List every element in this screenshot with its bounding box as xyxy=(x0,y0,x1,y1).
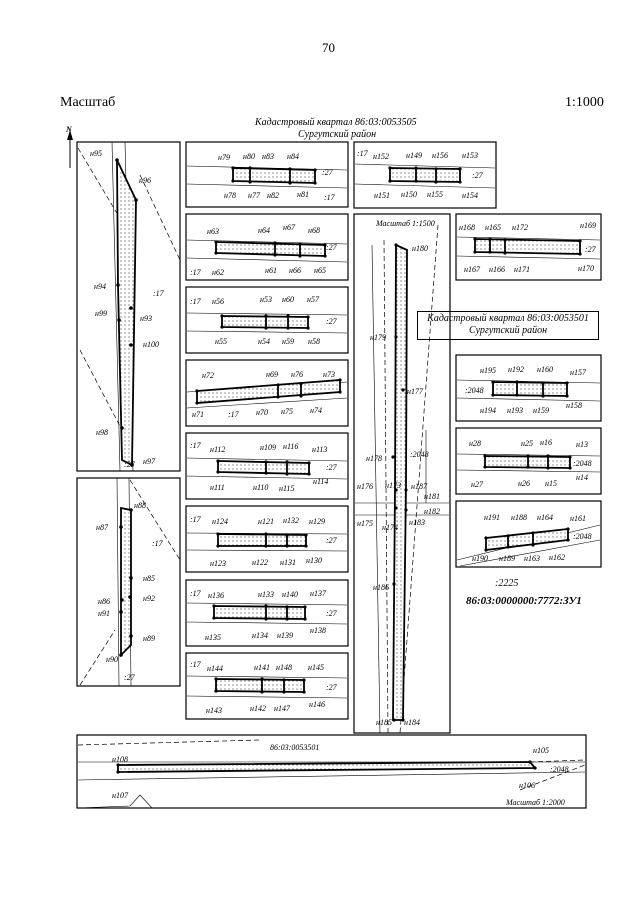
point-label: н65 xyxy=(314,266,326,275)
point-label: :27 xyxy=(472,171,483,180)
point-label: н62 xyxy=(212,268,224,277)
point-label: н63 xyxy=(207,227,219,236)
point-label: н150 xyxy=(401,190,417,199)
point-label: н94 xyxy=(94,282,106,291)
point-label: н156 xyxy=(432,151,448,160)
point-label: н143 xyxy=(206,706,222,715)
point-label: н195 xyxy=(480,366,496,375)
point-label: н122 xyxy=(252,558,268,567)
point-label: н93 xyxy=(140,314,152,323)
point-label: н177 xyxy=(407,387,423,396)
point-label: н82 xyxy=(267,191,279,200)
point-label: :27 xyxy=(326,536,337,545)
point-label: н154 xyxy=(462,191,478,200)
point-label: :17 xyxy=(190,297,201,306)
point-label: н91 xyxy=(98,609,110,618)
point-label: :27 xyxy=(322,168,333,177)
point-label: н164 xyxy=(537,513,553,522)
panel-c7 xyxy=(186,580,348,646)
point-label: н134 xyxy=(252,631,268,640)
point-label: 86:03:0053501 xyxy=(270,743,320,752)
point-label: н80 xyxy=(243,152,255,161)
point-label: н14 xyxy=(576,473,588,482)
point-label: н71 xyxy=(192,410,204,419)
point-label: н186 xyxy=(373,583,389,592)
point-label: н194 xyxy=(480,406,496,415)
point-label: н113 xyxy=(312,445,328,454)
panel-r1 xyxy=(354,142,496,208)
point-label: н188 xyxy=(511,513,527,522)
point-label: н178 xyxy=(366,454,382,463)
point-label: н179 xyxy=(370,333,386,342)
point-label: н26 xyxy=(518,479,530,488)
point-label: н130 xyxy=(306,556,322,565)
plot-ref-big: 86:03:0000000:7772:ЗУ1 xyxy=(466,595,582,607)
quarter-header-line2: Сургутский район xyxy=(298,129,377,140)
point-label: н69 xyxy=(266,370,278,379)
point-label: н67 xyxy=(283,223,295,232)
point-label: н162 xyxy=(549,553,565,562)
point-label: :2048 xyxy=(573,532,592,541)
point-label: н25 xyxy=(521,439,533,448)
point-label: н90 xyxy=(106,655,118,664)
quarter-header-line1: Кадастровый квартал 86:03:0053505 xyxy=(255,117,417,128)
point-label: н61 xyxy=(265,266,277,275)
point-label: н123 xyxy=(210,559,226,568)
point-label: :2048 xyxy=(410,450,429,459)
point-label: н173 xyxy=(385,481,401,490)
point-label: н129 xyxy=(309,517,325,526)
point-label: н149 xyxy=(406,151,422,160)
point-label: н116 xyxy=(283,442,299,451)
point-label: н27 xyxy=(471,480,483,489)
north-label: N xyxy=(66,125,72,134)
panel-c1 xyxy=(186,142,348,207)
point-label: н107 xyxy=(112,791,128,800)
panel-r5 xyxy=(456,501,601,567)
point-label: н100 xyxy=(143,340,159,349)
point-label: н60 xyxy=(282,295,294,304)
point-label: н187 xyxy=(411,482,427,491)
point-label: :17 xyxy=(324,193,335,202)
point-label: н159 xyxy=(533,406,549,415)
point-label: н191 xyxy=(484,513,500,522)
point-label: н16 xyxy=(540,438,552,447)
point-label: н141 xyxy=(254,663,270,672)
point-label: н170 xyxy=(578,264,594,273)
panel-c6 xyxy=(186,506,348,572)
point-label: н53 xyxy=(260,295,272,304)
panel-c2 xyxy=(186,214,348,280)
point-label: н115 xyxy=(279,484,295,493)
point-label: :27 xyxy=(326,609,337,618)
panel-r3 xyxy=(456,355,601,421)
point-label: н158 xyxy=(566,401,582,410)
point-label: н190 xyxy=(472,554,488,563)
point-label: н76 xyxy=(291,370,303,379)
point-label: н81 xyxy=(297,190,309,199)
point-label: н97 xyxy=(143,457,155,466)
point-label: н89 xyxy=(143,634,155,643)
point-label: Масштаб 1:2000 xyxy=(506,798,565,807)
panel-left-bottom xyxy=(77,478,180,686)
point-label: н108 xyxy=(112,755,128,764)
point-label: н109 xyxy=(260,443,276,452)
point-label: н98 xyxy=(96,428,108,437)
page-number: 70 xyxy=(322,40,335,55)
point-label: н131 xyxy=(280,558,296,567)
point-label: н78 xyxy=(224,191,236,200)
point-label: н86 xyxy=(98,597,110,606)
point-label: н192 xyxy=(508,365,524,374)
panel-r2 xyxy=(456,214,601,280)
point-label: н153 xyxy=(462,151,478,160)
point-label: :17 xyxy=(190,660,201,669)
point-label: н135 xyxy=(205,633,221,642)
point-label: н124 xyxy=(212,517,228,526)
panel-c8 xyxy=(186,653,348,719)
point-label: н110 xyxy=(253,483,269,492)
point-label: н77 xyxy=(248,191,260,200)
point-label: :17 xyxy=(357,149,368,158)
point-label: н59 xyxy=(282,337,294,346)
point-label: н55 xyxy=(215,337,227,346)
point-label: н182 xyxy=(424,507,440,516)
point-label: :27 xyxy=(124,460,135,469)
point-label: н161 xyxy=(570,514,586,523)
point-label: :2048 xyxy=(550,765,569,774)
quarter-info-line1: Кадастровый квартал 86:03:0053501 xyxy=(427,313,589,324)
point-label: н96 xyxy=(139,176,151,185)
plot-ref-small: :2225 xyxy=(495,578,519,589)
point-label: н79 xyxy=(218,153,230,162)
point-label: :2048 xyxy=(573,459,592,468)
point-label: н68 xyxy=(308,226,320,235)
point-label: Масштаб 1:1500 xyxy=(376,219,435,228)
point-label: н166 xyxy=(489,265,505,274)
point-label: н184 xyxy=(404,718,420,727)
panel-left-top xyxy=(77,142,180,471)
point-label: н54 xyxy=(258,337,270,346)
point-label: н57 xyxy=(307,295,319,304)
point-label: н132 xyxy=(283,516,299,525)
point-label: :2048 xyxy=(465,386,484,395)
point-label: н137 xyxy=(310,589,326,598)
point-label: н176 xyxy=(357,482,373,491)
point-label: н160 xyxy=(537,365,553,374)
point-label: н146 xyxy=(309,700,325,709)
point-label: н169 xyxy=(580,221,596,230)
panel-c3 xyxy=(186,287,348,353)
point-label: н185 xyxy=(376,718,392,727)
point-label: н144 xyxy=(207,664,223,673)
quarter-info-line2: Сургутский район xyxy=(468,325,548,336)
point-label: :17 xyxy=(190,515,201,524)
point-label: :27 xyxy=(326,463,337,472)
point-label: н13 xyxy=(576,440,588,449)
point-label: :17 xyxy=(190,589,201,598)
point-label: :17 xyxy=(153,289,164,298)
panel-c4 xyxy=(186,360,348,426)
point-label: н73 xyxy=(323,370,335,379)
point-label: н85 xyxy=(143,574,155,583)
point-label: н15 xyxy=(545,479,557,488)
point-label: н28 xyxy=(469,439,481,448)
point-label: н139 xyxy=(277,631,293,640)
point-label: н172 xyxy=(512,223,528,232)
point-label: н157 xyxy=(570,368,586,377)
point-label: н180 xyxy=(412,244,428,253)
north-arrow xyxy=(65,125,73,168)
point-label: н151 xyxy=(374,191,390,200)
point-label: н121 xyxy=(258,517,274,526)
scale-value: 1:1000 xyxy=(565,95,604,110)
point-label: н84 xyxy=(287,152,299,161)
panel-c5 xyxy=(186,433,348,499)
point-label: н83 xyxy=(262,152,274,161)
point-label: :27 xyxy=(326,243,337,252)
point-label: н174 xyxy=(382,523,398,532)
scale-label: Масштаб xyxy=(60,95,116,110)
point-label: н70 xyxy=(256,408,268,417)
point-label: н136 xyxy=(208,591,224,600)
point-label: :17 xyxy=(190,268,201,277)
point-label: :27 xyxy=(124,673,135,682)
point-label: :27 xyxy=(326,683,337,692)
point-label: н75 xyxy=(281,407,293,416)
point-label: н171 xyxy=(514,265,530,274)
point-label: н106 xyxy=(519,781,535,790)
point-label: н140 xyxy=(282,590,298,599)
point-label: :17 xyxy=(228,410,239,419)
point-label: н92 xyxy=(143,594,155,603)
point-label: н147 xyxy=(274,704,290,713)
point-label: н175 xyxy=(357,519,373,528)
point-label: н87 xyxy=(96,523,108,532)
point-label: н105 xyxy=(533,746,549,755)
point-label: н111 xyxy=(210,483,225,492)
point-label: н183 xyxy=(409,518,425,527)
point-label: н133 xyxy=(258,590,274,599)
point-label: н152 xyxy=(373,152,389,161)
point-label: н165 xyxy=(485,223,501,232)
point-label: н163 xyxy=(524,554,540,563)
point-label: н112 xyxy=(210,445,226,454)
panel-r4 xyxy=(456,428,601,494)
point-label: :17 xyxy=(190,441,201,450)
point-label: н74 xyxy=(310,406,322,415)
point-label: н145 xyxy=(308,663,324,672)
point-label: н138 xyxy=(310,626,326,635)
panel-bottom xyxy=(77,735,586,808)
point-label: н155 xyxy=(427,190,443,199)
point-label: н66 xyxy=(289,266,301,275)
point-label: н189 xyxy=(499,554,515,563)
point-label: н167 xyxy=(464,265,480,274)
point-label: н193 xyxy=(507,406,523,415)
point-label: н114 xyxy=(313,477,329,486)
point-label: н181 xyxy=(424,492,440,501)
point-label: н64 xyxy=(258,226,270,235)
point-label: н88 xyxy=(134,501,146,510)
point-label: н168 xyxy=(459,223,475,232)
point-label: н142 xyxy=(250,704,266,713)
point-label: :17 xyxy=(152,539,163,548)
point-label: :27 xyxy=(326,317,337,326)
point-label: н56 xyxy=(212,297,224,306)
point-label: н95 xyxy=(90,149,102,158)
point-label: н58 xyxy=(308,337,320,346)
panel-long xyxy=(354,214,450,733)
point-label: :27 xyxy=(585,245,596,254)
point-label: н99 xyxy=(95,309,107,318)
point-label: н72 xyxy=(202,371,214,380)
point-label: н148 xyxy=(276,663,292,672)
